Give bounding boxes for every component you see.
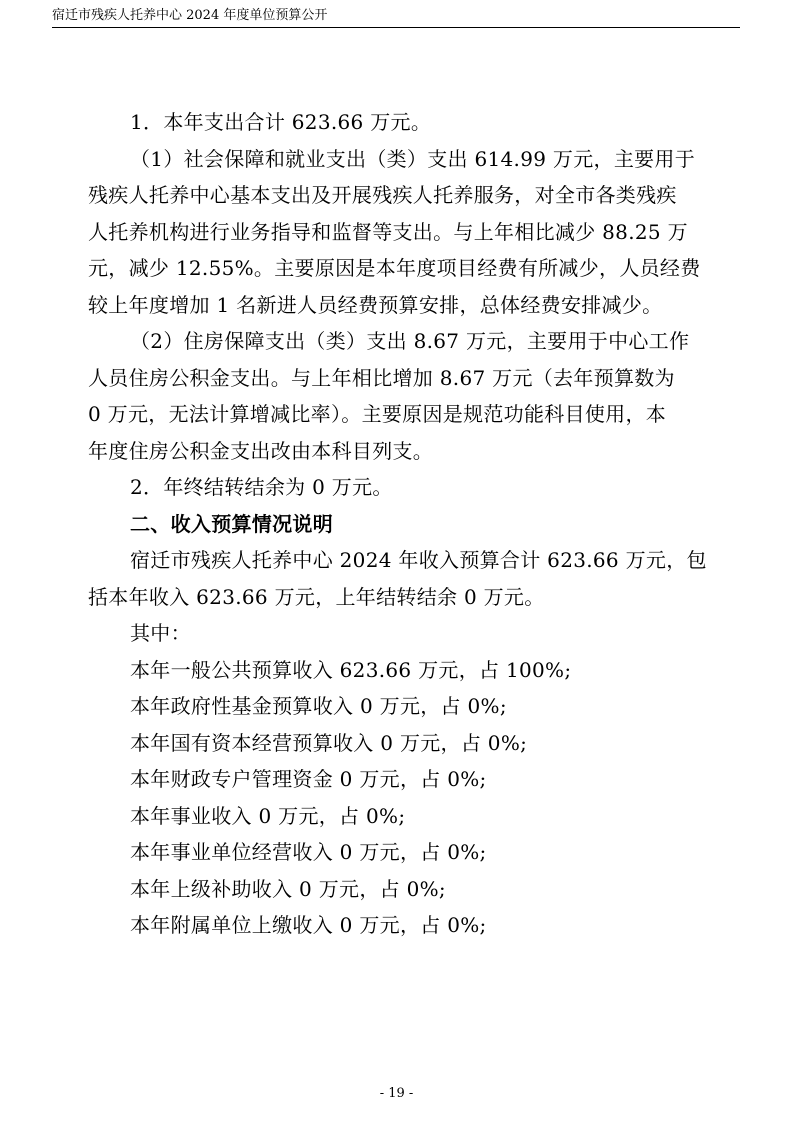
- text-line: 本年事业收入 0 万元，占 0%;: [130, 803, 406, 828]
- text-line: 年度住房公积金支出改由本科目列支。: [88, 438, 434, 463]
- header-rule: [52, 27, 740, 28]
- text-line: （2）住房保障支出（类）支出 8.67 万元，主要用于中心工作: [130, 329, 690, 353]
- text-line: 其中：: [130, 621, 191, 645]
- text-line: 1．本年支出合计 623.66 万元。: [130, 110, 432, 134]
- section-heading: 二、收入预算情况说明: [130, 511, 333, 536]
- running-header: 宿迁市残疾人托养中心 2024 年度单位预算公开: [52, 8, 328, 23]
- text-line: 本年附属单位上缴收入 0 万元，占 0%;: [130, 913, 487, 937]
- text-line: 人托养机构进行业务指导和监督等支出。与上年相比减少 88.25 万: [88, 219, 688, 244]
- text-line: 本年事业单位经营收入 0 万元，占 0%;: [130, 840, 487, 864]
- text-line: 0 万元，无法计算增减比率）。主要原因是规范功能科目使用，本: [88, 402, 667, 426]
- text-line: 元，减少 12.55%。主要原因是本年度项目经费有所减少，人员经费: [88, 256, 701, 280]
- text-line: 本年政府性基金预算收入 0 万元，占 0%;: [130, 694, 507, 718]
- text-line: 括本年收入 623.66 万元，上年结转结余 0 万元。: [88, 584, 545, 609]
- text-line: （1）社会保障和就业支出（类）支出 614.99 万元，主要用于: [130, 146, 696, 171]
- text-line: 2．年终结转结余为 0 万元。: [130, 475, 393, 499]
- text-line: 较上年度增加 1 名新进人员经费预算安排，总体经费安排减少。: [88, 292, 663, 317]
- text-line: 本年财政专户管理资金 0 万元，占 0%;: [130, 767, 487, 791]
- text-line: 本年一般公共预算收入 623.66 万元，占 100%;: [130, 657, 572, 682]
- text-line: 本年国有资本经营预算收入 0 万元，占 0%;: [130, 730, 528, 755]
- document-body: [88, 104, 714, 944]
- text-line: 残疾人托养中心基本支出及开展残疾人托养服务，对全市各类残疾: [88, 183, 677, 207]
- text-line: 宿迁市残疾人托养中心 2024 年收入预算合计 623.66 万元，包: [130, 548, 707, 572]
- text-line: 人员住房公积金支出。与上年相比增加 8.67 万元（去年预算数为: [88, 365, 675, 390]
- text-line: 本年上级补助收入 0 万元，占 0%;: [130, 876, 446, 901]
- page-number: - 19 -: [379, 1086, 414, 1101]
